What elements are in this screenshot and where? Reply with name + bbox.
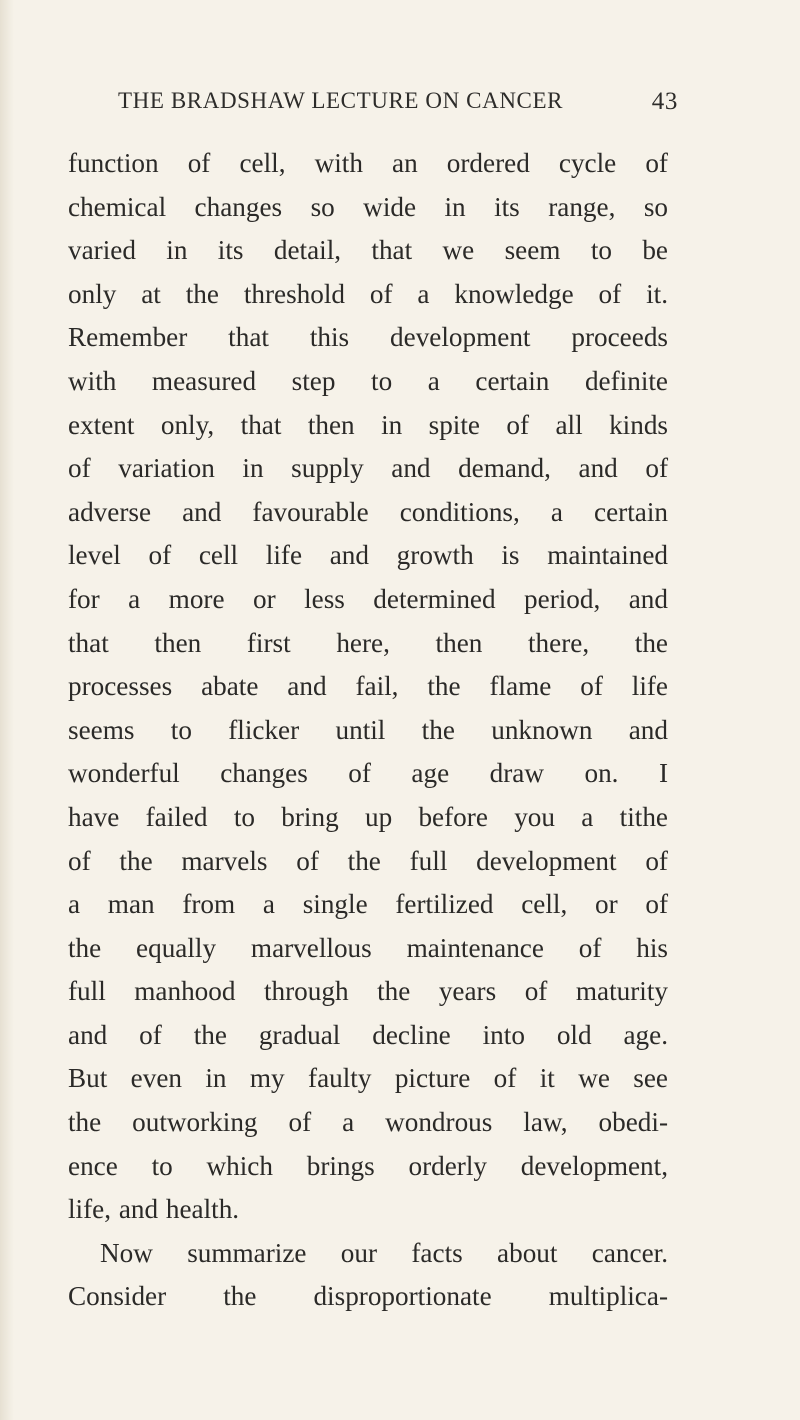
text-line: and of the gradual decline into old age. (68, 1019, 668, 1050)
text-line: processes abate and fail, the flame of life (68, 671, 668, 702)
paragraph-start-line: Now summarize our facts about cancer. (100, 1237, 668, 1268)
body-text (68, 142, 668, 1319)
page-edge-shading (0, 0, 14, 1420)
text-line: of the marvels of the full development of (68, 845, 668, 876)
text-line: Remember that this development proceeds (68, 322, 668, 353)
paragraph-end-line: life, and health. (68, 1194, 240, 1225)
text-line: the equally marvellous maintenance of his (68, 932, 668, 963)
text-line: for a more or less determined period, and (68, 583, 668, 614)
page-number: 43 (651, 88, 678, 115)
text-line: level of cell life and growth is maintained (68, 540, 668, 571)
text-line: have failed to bring up before you a tithe (68, 801, 668, 832)
text-line: varied in its detail, that we seem to be (68, 235, 668, 266)
text-line: Consider the disproportionate multiplica- (68, 1281, 668, 1312)
text-line: of variation in supply and demand, and of (68, 453, 668, 484)
text-line: only at the threshold of a knowledge of it. (68, 278, 668, 309)
running-head (118, 88, 678, 114)
text-line: full manhood through the years of maturity (68, 976, 668, 1007)
text-line: chemical changes so wide in its range, so (68, 191, 668, 222)
running-title: THE BRADSHAW LECTURE ON CANCER (118, 88, 564, 113)
text-line: the outworking of a wondrous law, obedi- (68, 1107, 668, 1138)
text-line: extent only, that then in spite of all kinds (68, 409, 668, 440)
text-line: function of cell, with an ordered cycle of (68, 148, 668, 178)
text-line: But even in my faulty picture of it we see (68, 1063, 668, 1094)
text-line: adverse and favourable conditions, a certain (68, 496, 668, 527)
text-line: wonderful changes of age draw on. I (68, 758, 668, 789)
text-line: ence to which brings orderly development, (68, 1150, 668, 1181)
text-line: a man from a single fertilized cell, or of (68, 889, 668, 920)
text-line: that then first here, then there, the (68, 627, 668, 658)
text-line: seems to flicker until the unknown and (68, 714, 668, 745)
text-line: with measured step to a certain definite (68, 365, 668, 396)
